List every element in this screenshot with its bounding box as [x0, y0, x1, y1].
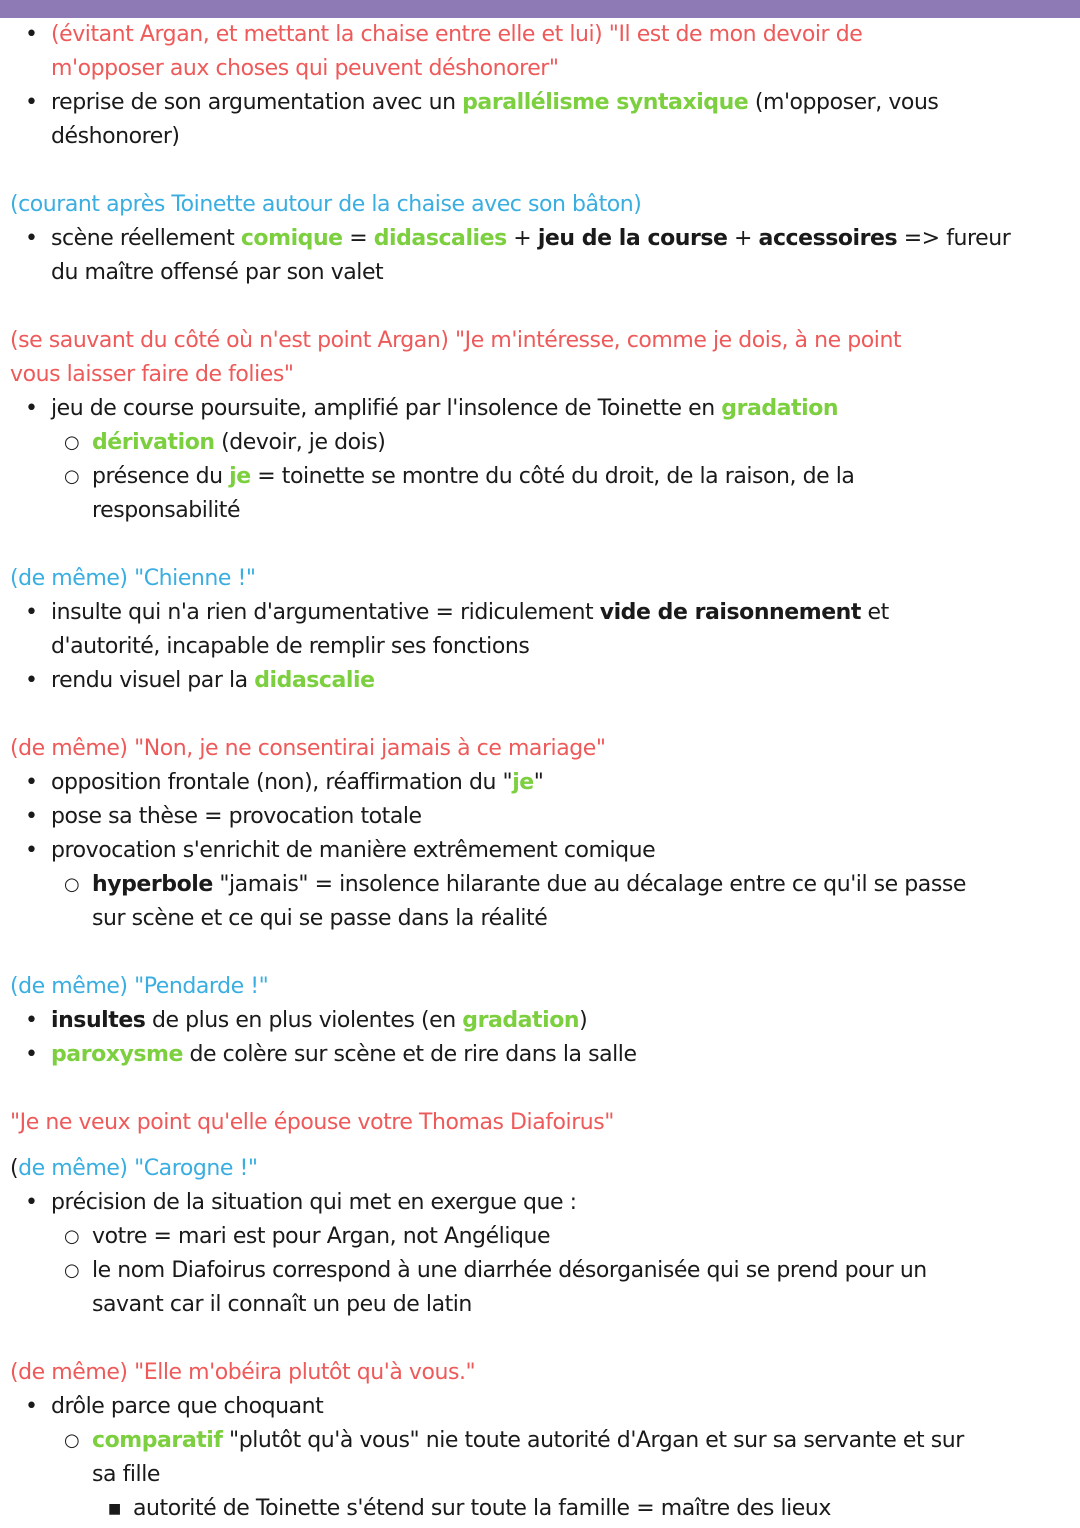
- term-je: je: [229, 464, 251, 489]
- quote-line: (évitant Argan, et mettant la chaise entre elle et lui) "Il est de mon devoir de: [51, 22, 863, 47]
- list-item: insulte qui n'a rien d'argumentative = ridiculement vide de raisonnement et: [51, 600, 889, 625]
- sub-list-item: le nom Diafoirus correspond à une diarrhée désorganisée qui se prend pour un: [92, 1258, 927, 1283]
- list-item-continued: du maître offensé par son valet: [51, 260, 384, 285]
- term-didascalies: didascalies: [373, 226, 507, 251]
- bullet: •: [25, 838, 38, 863]
- term-derivation: dérivation: [92, 430, 215, 455]
- sub-list-item: dérivation (devoir, je dois): [92, 430, 386, 455]
- sub-list-item-continued: responsabilité: [92, 498, 241, 523]
- bullet: •: [25, 1190, 38, 1215]
- bullet: •: [25, 770, 38, 795]
- term-didascalie: didascalie: [254, 668, 375, 693]
- sub-list-item: présence du je = toinette se montre du côté du droit, de la raison, de la: [92, 464, 855, 489]
- list-item: scène réellement comique = didascalies + jeu de la course + accessoires => fureur: [51, 226, 1011, 251]
- sub-list-item-continued: sa fille: [92, 1462, 160, 1487]
- list-item: pose sa thèse = provocation totale: [51, 804, 422, 829]
- sub-bullet: ○: [64, 466, 80, 487]
- list-item: opposition frontale (non), réaffirmation du "je": [51, 770, 544, 795]
- bullet: •: [25, 804, 38, 829]
- term-comique: comique: [240, 226, 343, 251]
- list-item: reprise de son argumentation avec un parallélisme syntaxique (m'opposer, vous: [51, 90, 939, 115]
- sub-bullet: ○: [64, 1430, 80, 1451]
- stage-direction: (de même) "Pendarde !": [10, 974, 269, 999]
- bullet: •: [25, 226, 38, 251]
- stage-direction: (de même) "Chienne !": [10, 566, 256, 591]
- sub-list-item: comparatif "plutôt qu'à vous" nie toute autorité d'Argan et sur sa servante et sur: [92, 1428, 964, 1453]
- top-banner: [0, 0, 1080, 18]
- stage-direction: (courant après Toinette autour de la chaise avec son bâton): [10, 192, 642, 217]
- term-gradation: gradation: [462, 1008, 580, 1033]
- sub-bullet: ○: [64, 874, 80, 895]
- quote-line: "Je ne veux point qu'elle épouse votre Thomas Diafoirus": [10, 1110, 614, 1135]
- quote-line: (de même) "Non, je ne consentirai jamais à ce mariage": [10, 736, 606, 761]
- sub-bullet: ○: [64, 432, 80, 453]
- sub-bullet: ○: [64, 1226, 80, 1247]
- list-item: insultes de plus en plus violentes (en gradation): [51, 1008, 588, 1033]
- list-item-continued: d'autorité, incapable de remplir ses fonctions: [51, 634, 530, 659]
- bullet: •: [25, 1394, 38, 1419]
- list-item: paroxysme de colère sur scène et de rire dans la salle: [51, 1042, 637, 1067]
- term-comparatif: comparatif: [92, 1428, 223, 1453]
- sub-list-item-continued: savant car il connaît un peu de latin: [92, 1292, 472, 1317]
- term-parallelisme: parallélisme syntaxique: [462, 90, 749, 115]
- bullet: •: [25, 668, 38, 693]
- sub-sub-list-item: autorité de Toinette s'étend sur toute la famille = maître des lieux: [133, 1496, 831, 1521]
- list-item: drôle parce que choquant: [51, 1394, 324, 1419]
- quote-line: (se sauvant du côté où n'est point Argan) "Je m'intéresse, comme je dois, à ne point: [10, 328, 902, 353]
- sub-bullet: ○: [64, 1260, 80, 1281]
- sub-list-item: hyperbole "jamais" = insolence hilarante due au décalage entre ce qu'il se passe: [92, 872, 966, 897]
- quote-line: m'opposer aux choses qui peuvent déshonorer": [51, 56, 559, 81]
- bullet: •: [25, 396, 38, 421]
- bullet: •: [25, 600, 38, 625]
- stage-direction: (de même) "Carogne !": [10, 1156, 258, 1181]
- sub-list-item: votre = mari est pour Argan, not Angélique: [92, 1224, 551, 1249]
- list-item: précision de la situation qui met en exergue que :: [51, 1190, 577, 1215]
- bullet: •: [25, 1042, 38, 1067]
- list-item-continued: déshonorer): [51, 124, 180, 149]
- bullet: •: [25, 22, 38, 47]
- bullet: •: [25, 90, 38, 115]
- term-je: je: [512, 770, 534, 795]
- sub-sub-bullet: ■: [108, 1501, 122, 1517]
- bullet: •: [25, 1008, 38, 1033]
- list-item: provocation s'enrichit de manière extrêmement comique: [51, 838, 656, 863]
- list-item: jeu de course poursuite, amplifié par l'insolence de Toinette en gradation: [51, 396, 839, 421]
- sub-list-item-continued: sur scène et ce qui se passe dans la réalité: [92, 906, 548, 931]
- term-paroxysme: paroxysme: [51, 1042, 183, 1067]
- quote-line: (de même) "Elle m'obéira plutôt qu'à vous.": [10, 1360, 476, 1385]
- term-gradation: gradation: [721, 396, 839, 421]
- list-item: rendu visuel par la didascalie: [51, 668, 375, 693]
- quote-line: vous laisser faire de folies": [10, 362, 294, 387]
